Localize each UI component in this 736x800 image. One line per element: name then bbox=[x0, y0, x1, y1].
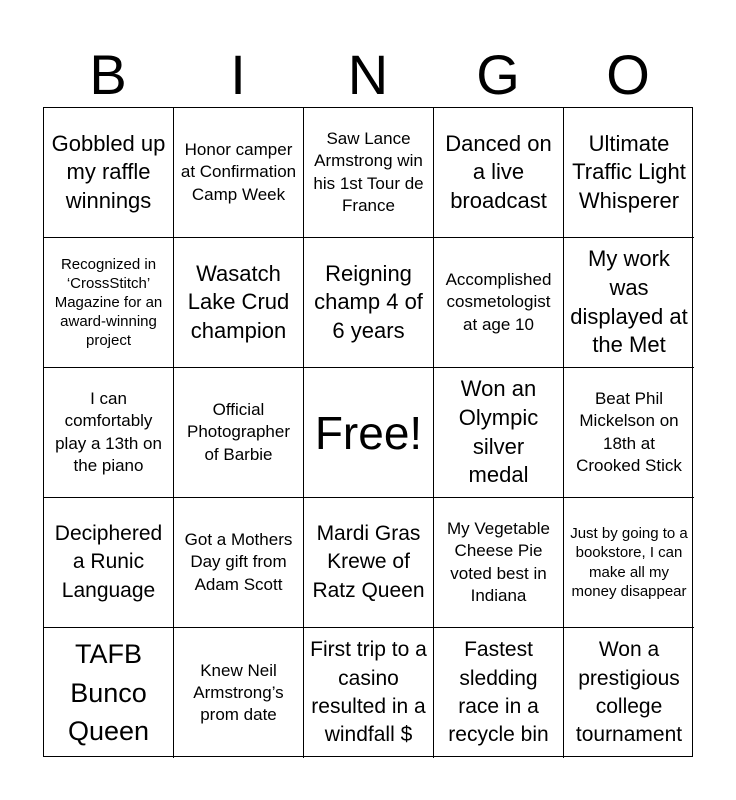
bingo-cell[interactable]: I can comfortably play a 13th on the piano bbox=[44, 368, 174, 498]
bingo-cell[interactable]: Recognized in ‘CrossStitch’ Magazine for an award-winning project bbox=[44, 238, 174, 368]
bingo-cell[interactable]: Got a Mothers Day gift from Adam Scott bbox=[174, 498, 304, 628]
bingo-cell[interactable]: Reigning champ 4 of 6 years bbox=[304, 238, 434, 368]
bingo-cell[interactable]: Honor camper at Confirmation Camp Week bbox=[174, 108, 304, 238]
bingo-cell[interactable]: My Vegetable Cheese Pie voted best in Indiana bbox=[434, 498, 564, 628]
bingo-cell[interactable]: Ultimate Traffic Light Whisperer bbox=[564, 108, 694, 238]
bingo-cell[interactable]: Won a prestigious college tournament bbox=[575, 638, 683, 747]
bingo-cell[interactable]: Fastest sledding race in a recycle bin bbox=[434, 628, 564, 758]
free-cell[interactable]: Free! bbox=[304, 368, 434, 498]
bingo-cell[interactable]: Deciphered a Runic Language bbox=[44, 498, 174, 628]
bingo-cell[interactable]: Knew Neil Armstrong’s prom date bbox=[174, 628, 304, 758]
header-letter-i: I bbox=[230, 43, 246, 106]
bingo-cell[interactable]: Accomplished cosmetologist at age 10 bbox=[434, 238, 564, 368]
bingo-cell[interactable]: Won an Olympic silver medal bbox=[434, 368, 564, 498]
bingo-cell[interactable]: Official Photographer of Barbie bbox=[174, 368, 304, 498]
bingo-cell[interactable]: Just by going to a bookstore, I can make all my money disappear bbox=[564, 498, 694, 628]
header-letter-n: N bbox=[347, 43, 389, 106]
bingo-cell[interactable]: My work was displayed at the Met bbox=[564, 238, 694, 368]
header-letter-o: O bbox=[606, 43, 650, 106]
bingo-cell[interactable]: TAFB Bunco Queen bbox=[44, 628, 174, 758]
bingo-cell[interactable]: Gobbled up my raffle winnings bbox=[44, 108, 174, 238]
bingo-cell[interactable]: Mardi Gras Krewe of Ratz Queen bbox=[304, 498, 434, 628]
bingo-cell[interactable]: Wasatch Lake Crud champion bbox=[174, 238, 304, 368]
header-letter-g: G bbox=[476, 43, 520, 106]
bingo-cell[interactable]: Danced on a live broadcast bbox=[434, 108, 564, 238]
header-letter-b: B bbox=[89, 43, 127, 106]
bingo-cell[interactable]: First trip to a casino resulted in a windfall $ bbox=[304, 628, 434, 758]
bingo-board bbox=[43, 107, 693, 757]
bingo-header bbox=[43, 44, 693, 106]
bingo-cell[interactable]: Beat Phil Mickelson on 18th at Crooked Stick bbox=[564, 368, 694, 498]
bingo-cell[interactable]: Saw Lance Armstrong win his 1st Tour de France bbox=[304, 108, 434, 238]
